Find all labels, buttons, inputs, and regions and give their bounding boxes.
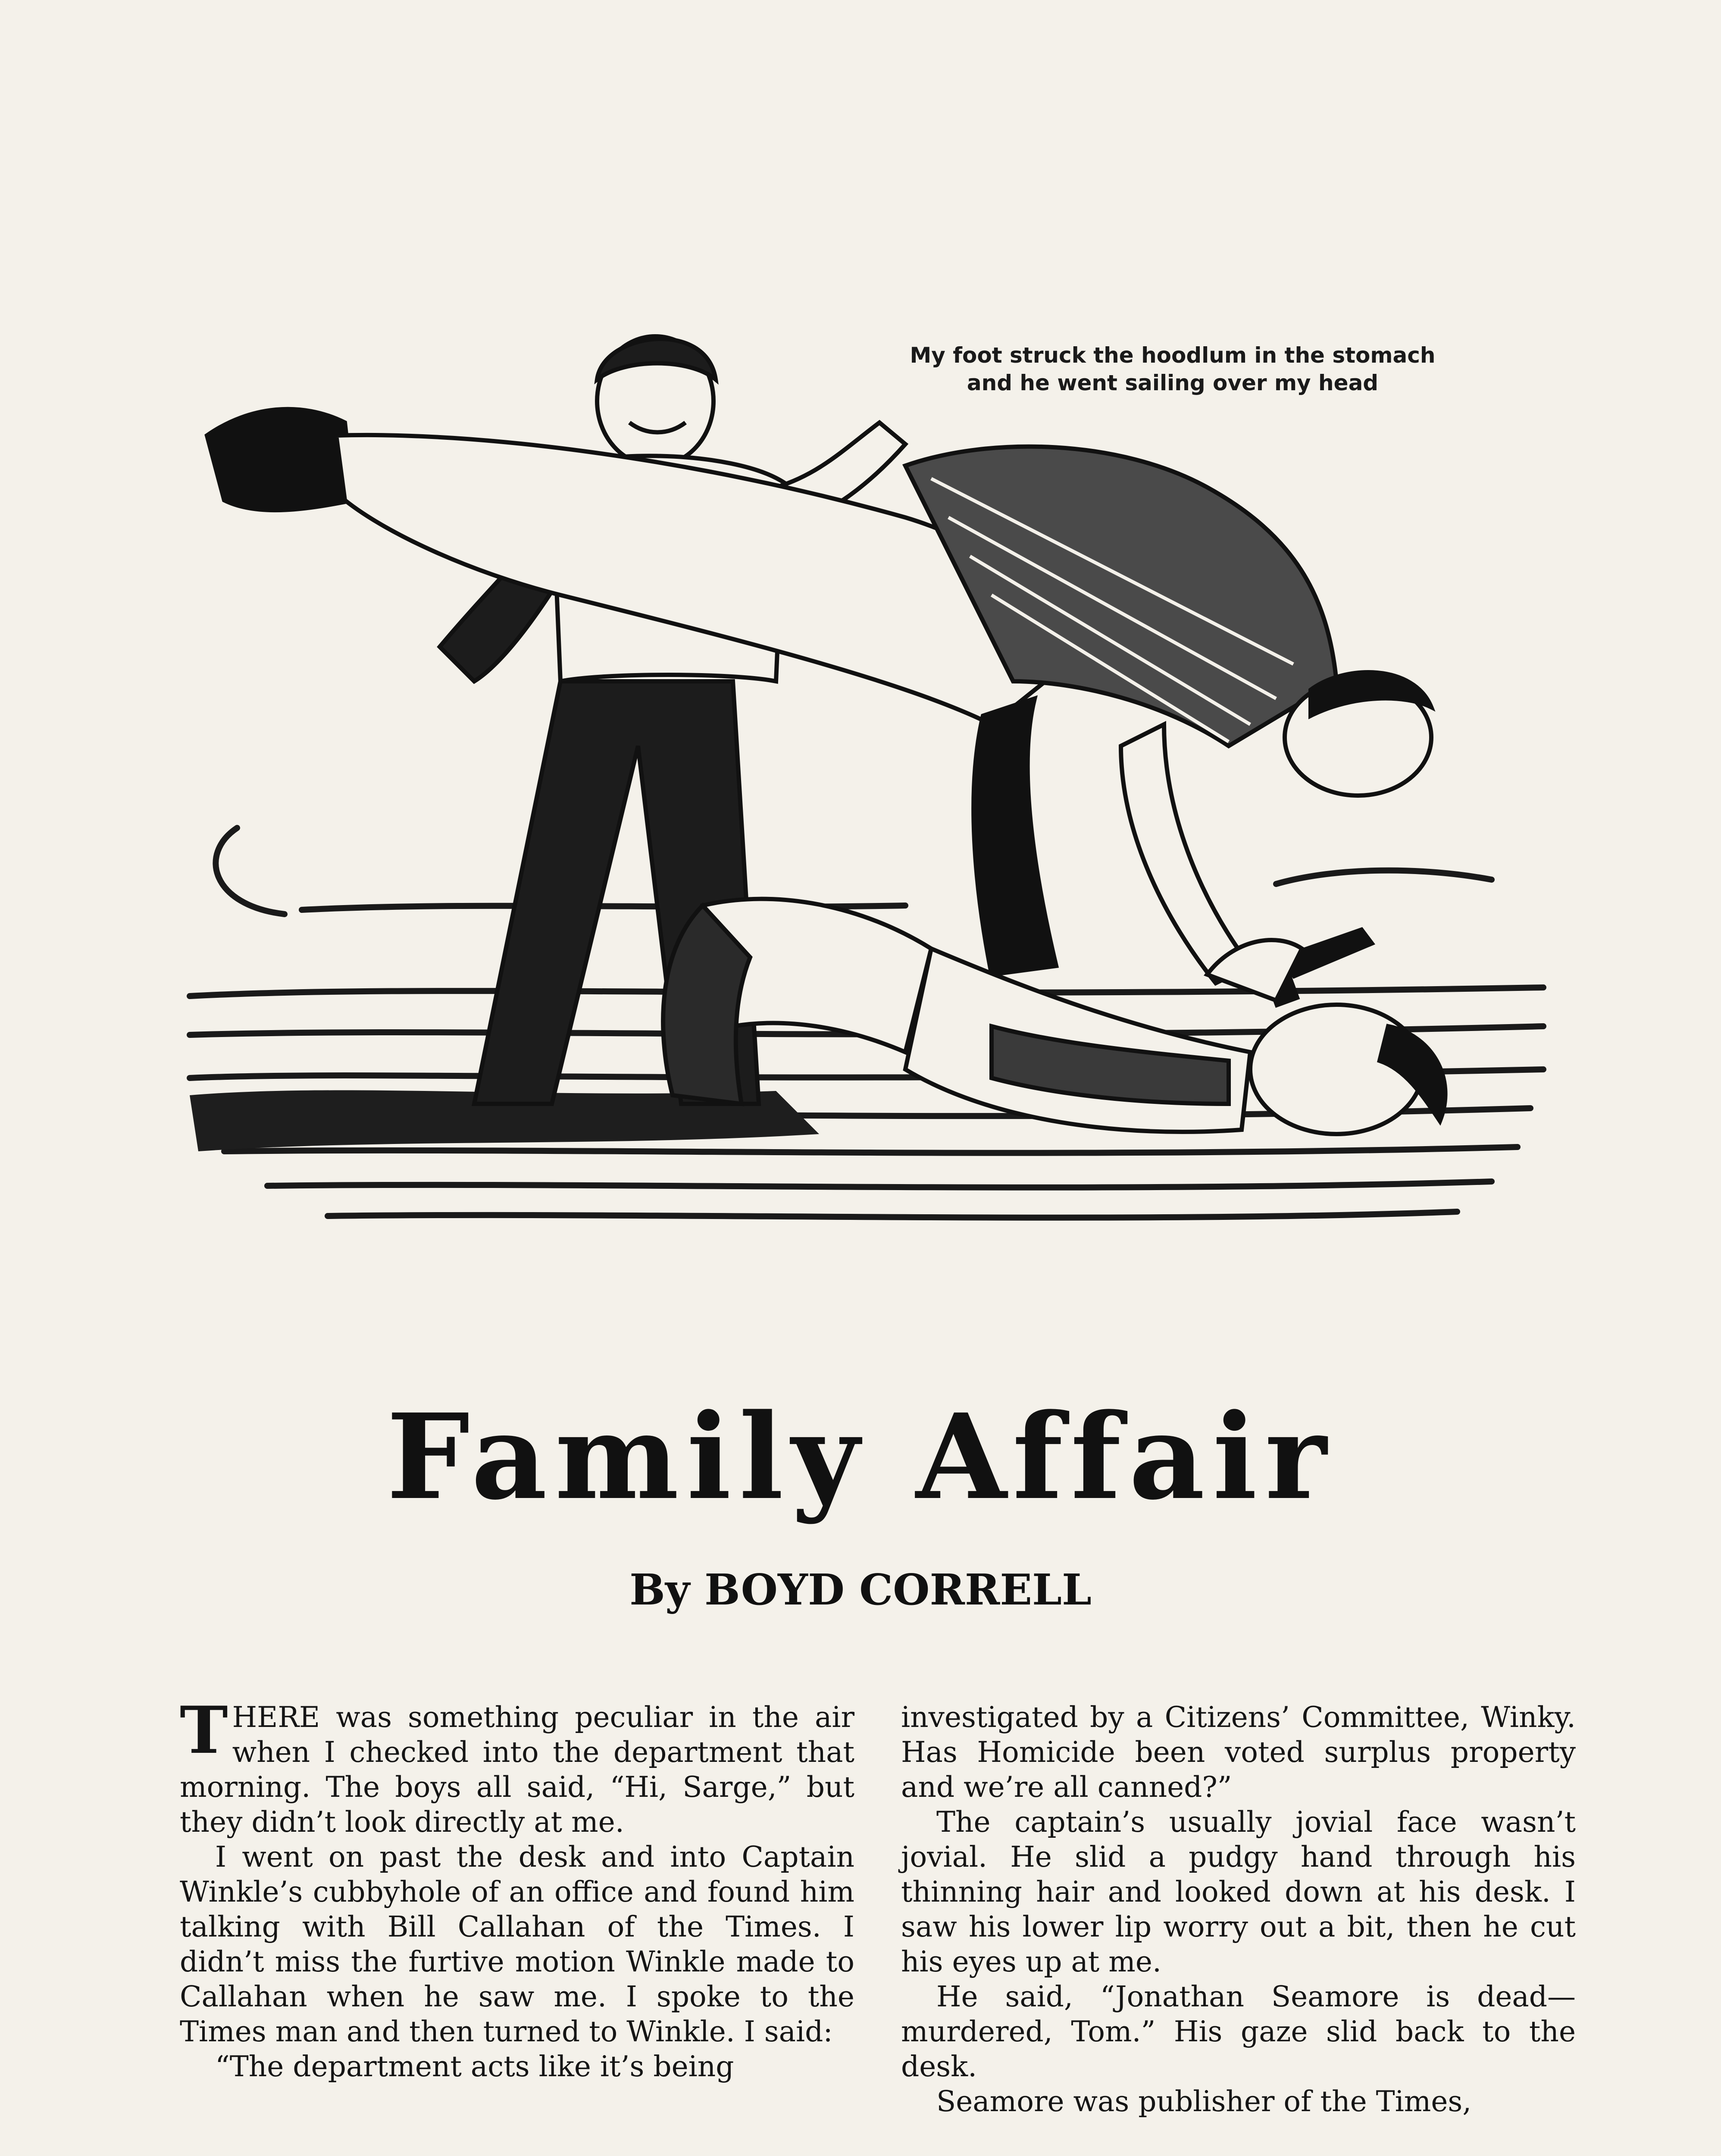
right-text-column	[901, 1700, 1576, 2119]
paragraph: “The department acts like it’s being	[215, 2050, 734, 2083]
caption-line-2: and he went sailing over my head	[967, 370, 1379, 395]
left-text-column	[180, 1692, 854, 2084]
drop-cap: T	[180, 1692, 228, 1768]
fight-scene-illustration	[172, 293, 1578, 1341]
paragraph: He said, “Jonathan Seamore is dead—murdered, Tom.” His gaze slid back to the desk.	[901, 1980, 1576, 2083]
paragraph: investigated by a Citizens’ Committee, Winky. Has Homicide been voted surplus property and we’re all canned?”	[901, 1701, 1576, 1804]
paragraph: Seamore was publisher of the Times,	[936, 2085, 1472, 2118]
paragraph-text: HERE was something peculiar in the air when I checked into the department that morning. The boys all said, “Hi, Sarge,” but they didn’t look directly at me.	[180, 1701, 854, 1839]
illustration-caption	[867, 342, 1479, 397]
story-title: Family Affair	[386, 1388, 1335, 1526]
paragraph: I went on past the desk and into Captain Winkle’s cubbyhole of an office and found him talking with Bill Callahan of the Times. I didn’t miss the furtive motion Winkle made to Callahan when he saw me. I spoke to the Times man and then turned to Winkle. I said:	[180, 1840, 854, 2048]
caption-line-1: My foot struck the hoodlum in the stomach	[910, 343, 1436, 368]
paragraph	[180, 1692, 854, 1839]
story-byline: By BOYD CORRELL	[629, 1565, 1092, 1615]
flying-hoodlum-figure	[207, 409, 1431, 983]
paragraph: The captain’s usually jovial face wasn’t jovial. He slid a pudgy hand through his thinning hair and looked down at his desk. I saw his lower lip worry out a bit, then he cut his eyes up at me.	[901, 1805, 1576, 1978]
